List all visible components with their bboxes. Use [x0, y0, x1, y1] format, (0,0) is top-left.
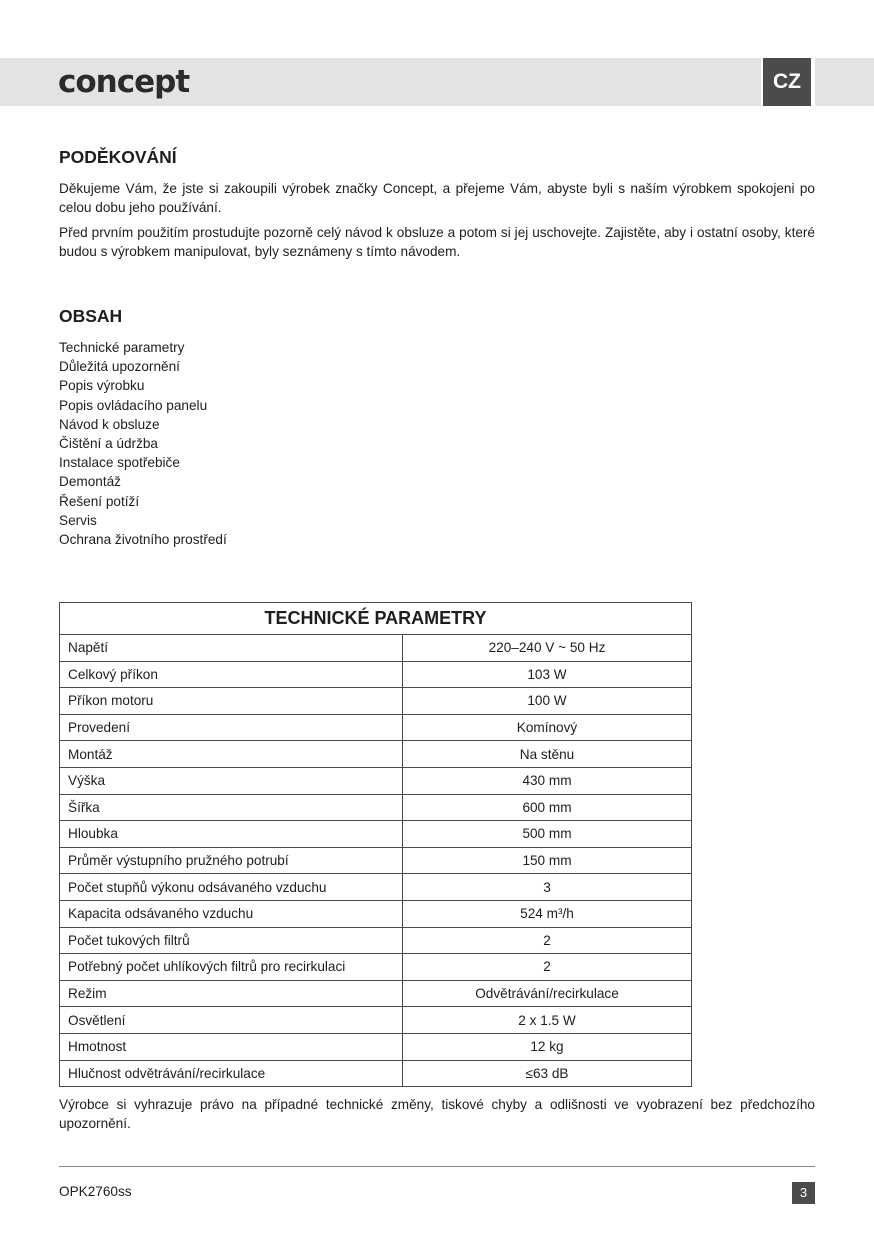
- spec-table: [59, 602, 692, 1087]
- spec-label: Režim: [60, 980, 403, 1007]
- thanks-paragraph-1: Děkujeme Vám, že jste si zakoupili výrobek značky Concept, a přejeme Vám, abyste byli s naším výrobkem spokojeni po celou dobu jeho používání.: [59, 181, 815, 215]
- contents-item: Popis ovládacího panelu: [59, 397, 208, 413]
- spec-table-title: TECHNICKÉ PARAMETRY: [60, 603, 692, 635]
- thanks-heading: PODĚKOVÁNÍ: [59, 147, 177, 167]
- contents-item: Popis výrobku: [59, 378, 145, 394]
- contents-item: Demontáž: [59, 474, 121, 490]
- spec-row: [60, 1060, 692, 1087]
- spec-row: [60, 767, 692, 794]
- model-number: OPK2760ss: [59, 1184, 132, 1199]
- contents-item: Čištění a údržba: [59, 436, 158, 452]
- spec-label: Montáž: [60, 741, 403, 768]
- contents-heading: OBSAH: [59, 306, 123, 326]
- language-badge: CZ: [761, 58, 815, 106]
- contents-item: Řešení potíží: [59, 493, 140, 509]
- spec-row: [60, 847, 692, 874]
- spec-label: Počet stupňů výkonu odsávaného vzduchu: [60, 874, 403, 901]
- spec-row: [60, 821, 692, 848]
- spec-label: Příkon motoru: [60, 688, 403, 715]
- spec-row: [60, 635, 692, 662]
- page-number: 3: [792, 1182, 815, 1204]
- spec-row: [60, 661, 692, 688]
- spec-label: Hmotnost: [60, 1033, 403, 1060]
- spec-row: [60, 980, 692, 1007]
- contents-item: Návod k obsluze: [59, 416, 160, 432]
- spec-row: [60, 927, 692, 954]
- contents-item: Důležitá upozornění: [59, 359, 180, 375]
- spec-value: 600 mm: [403, 794, 692, 821]
- spec-value: 524 m³/h: [403, 900, 692, 927]
- spec-value: 220–240 V ~ 50 Hz: [403, 635, 692, 662]
- spec-value: 500 mm: [403, 821, 692, 848]
- thanks-paragraph-2: Před prvním použitím prostudujte pozorně celý návod k obsluze a potom si jej uschovejte. Zajistěte, aby i ostatní osoby, které budou s výrobkem manipulovat, byly seznámeny s tímto návodem.: [59, 225, 815, 259]
- spec-label: Hloubka: [60, 821, 403, 848]
- spec-value: 100 W: [403, 688, 692, 715]
- contents-item: Ochrana životního prostředí: [59, 532, 227, 548]
- spec-value: Na stěnu: [403, 741, 692, 768]
- contents-list: [59, 338, 227, 549]
- spec-label: Provedení: [60, 714, 403, 741]
- spec-label: Výška: [60, 767, 403, 794]
- spec-label: Hlučnost odvětrávání/recirkulace: [60, 1060, 403, 1087]
- contents-item: Technické parametry: [59, 340, 185, 355]
- spec-value: 150 mm: [403, 847, 692, 874]
- contents-item: Servis: [59, 512, 97, 528]
- brand-logo: concept: [58, 64, 190, 100]
- spec-value: 2: [403, 927, 692, 954]
- spec-value: ≤63 dB: [403, 1060, 692, 1087]
- spec-value: 3: [403, 874, 692, 901]
- spec-value: 2 x 1.5 W: [403, 1007, 692, 1034]
- spec-label: Osvětlení: [60, 1007, 403, 1034]
- spec-row: [60, 714, 692, 741]
- spec-value: 2: [403, 954, 692, 981]
- spec-row: [60, 794, 692, 821]
- spec-value: 430 mm: [403, 767, 692, 794]
- spec-row: [60, 688, 692, 715]
- spec-label: Napětí: [60, 635, 403, 662]
- spec-label: Průměr výstupního pružného potrubí: [60, 847, 403, 874]
- spec-row: [60, 900, 692, 927]
- spec-label: Počet tukových filtrů: [60, 927, 403, 954]
- spec-row: [60, 1033, 692, 1060]
- spec-value: 12 kg: [403, 1033, 692, 1060]
- spec-value: 103 W: [403, 661, 692, 688]
- spec-label: Kapacita odsávaného vzduchu: [60, 900, 403, 927]
- spec-value: Komínový: [403, 714, 692, 741]
- footer-divider: [59, 1166, 815, 1167]
- spec-label: Potřebný počet uhlíkových filtrů pro recirkulaci: [60, 954, 403, 981]
- spec-note: Výrobce si vyhrazuje právo na případné technické změny, tiskové chyby a odlišnosti ve vyobrazení bez předchozího upozornění.: [59, 1097, 815, 1131]
- spec-row: [60, 954, 692, 981]
- spec-label: Celkový příkon: [60, 661, 403, 688]
- spec-row: [60, 1007, 692, 1034]
- spec-row: [60, 741, 692, 768]
- spec-row: [60, 874, 692, 901]
- spec-value: Odvětrávání/recirkulace: [403, 980, 692, 1007]
- spec-label: Šířka: [60, 794, 403, 821]
- contents-item: Instalace spotřebiče: [59, 455, 180, 471]
